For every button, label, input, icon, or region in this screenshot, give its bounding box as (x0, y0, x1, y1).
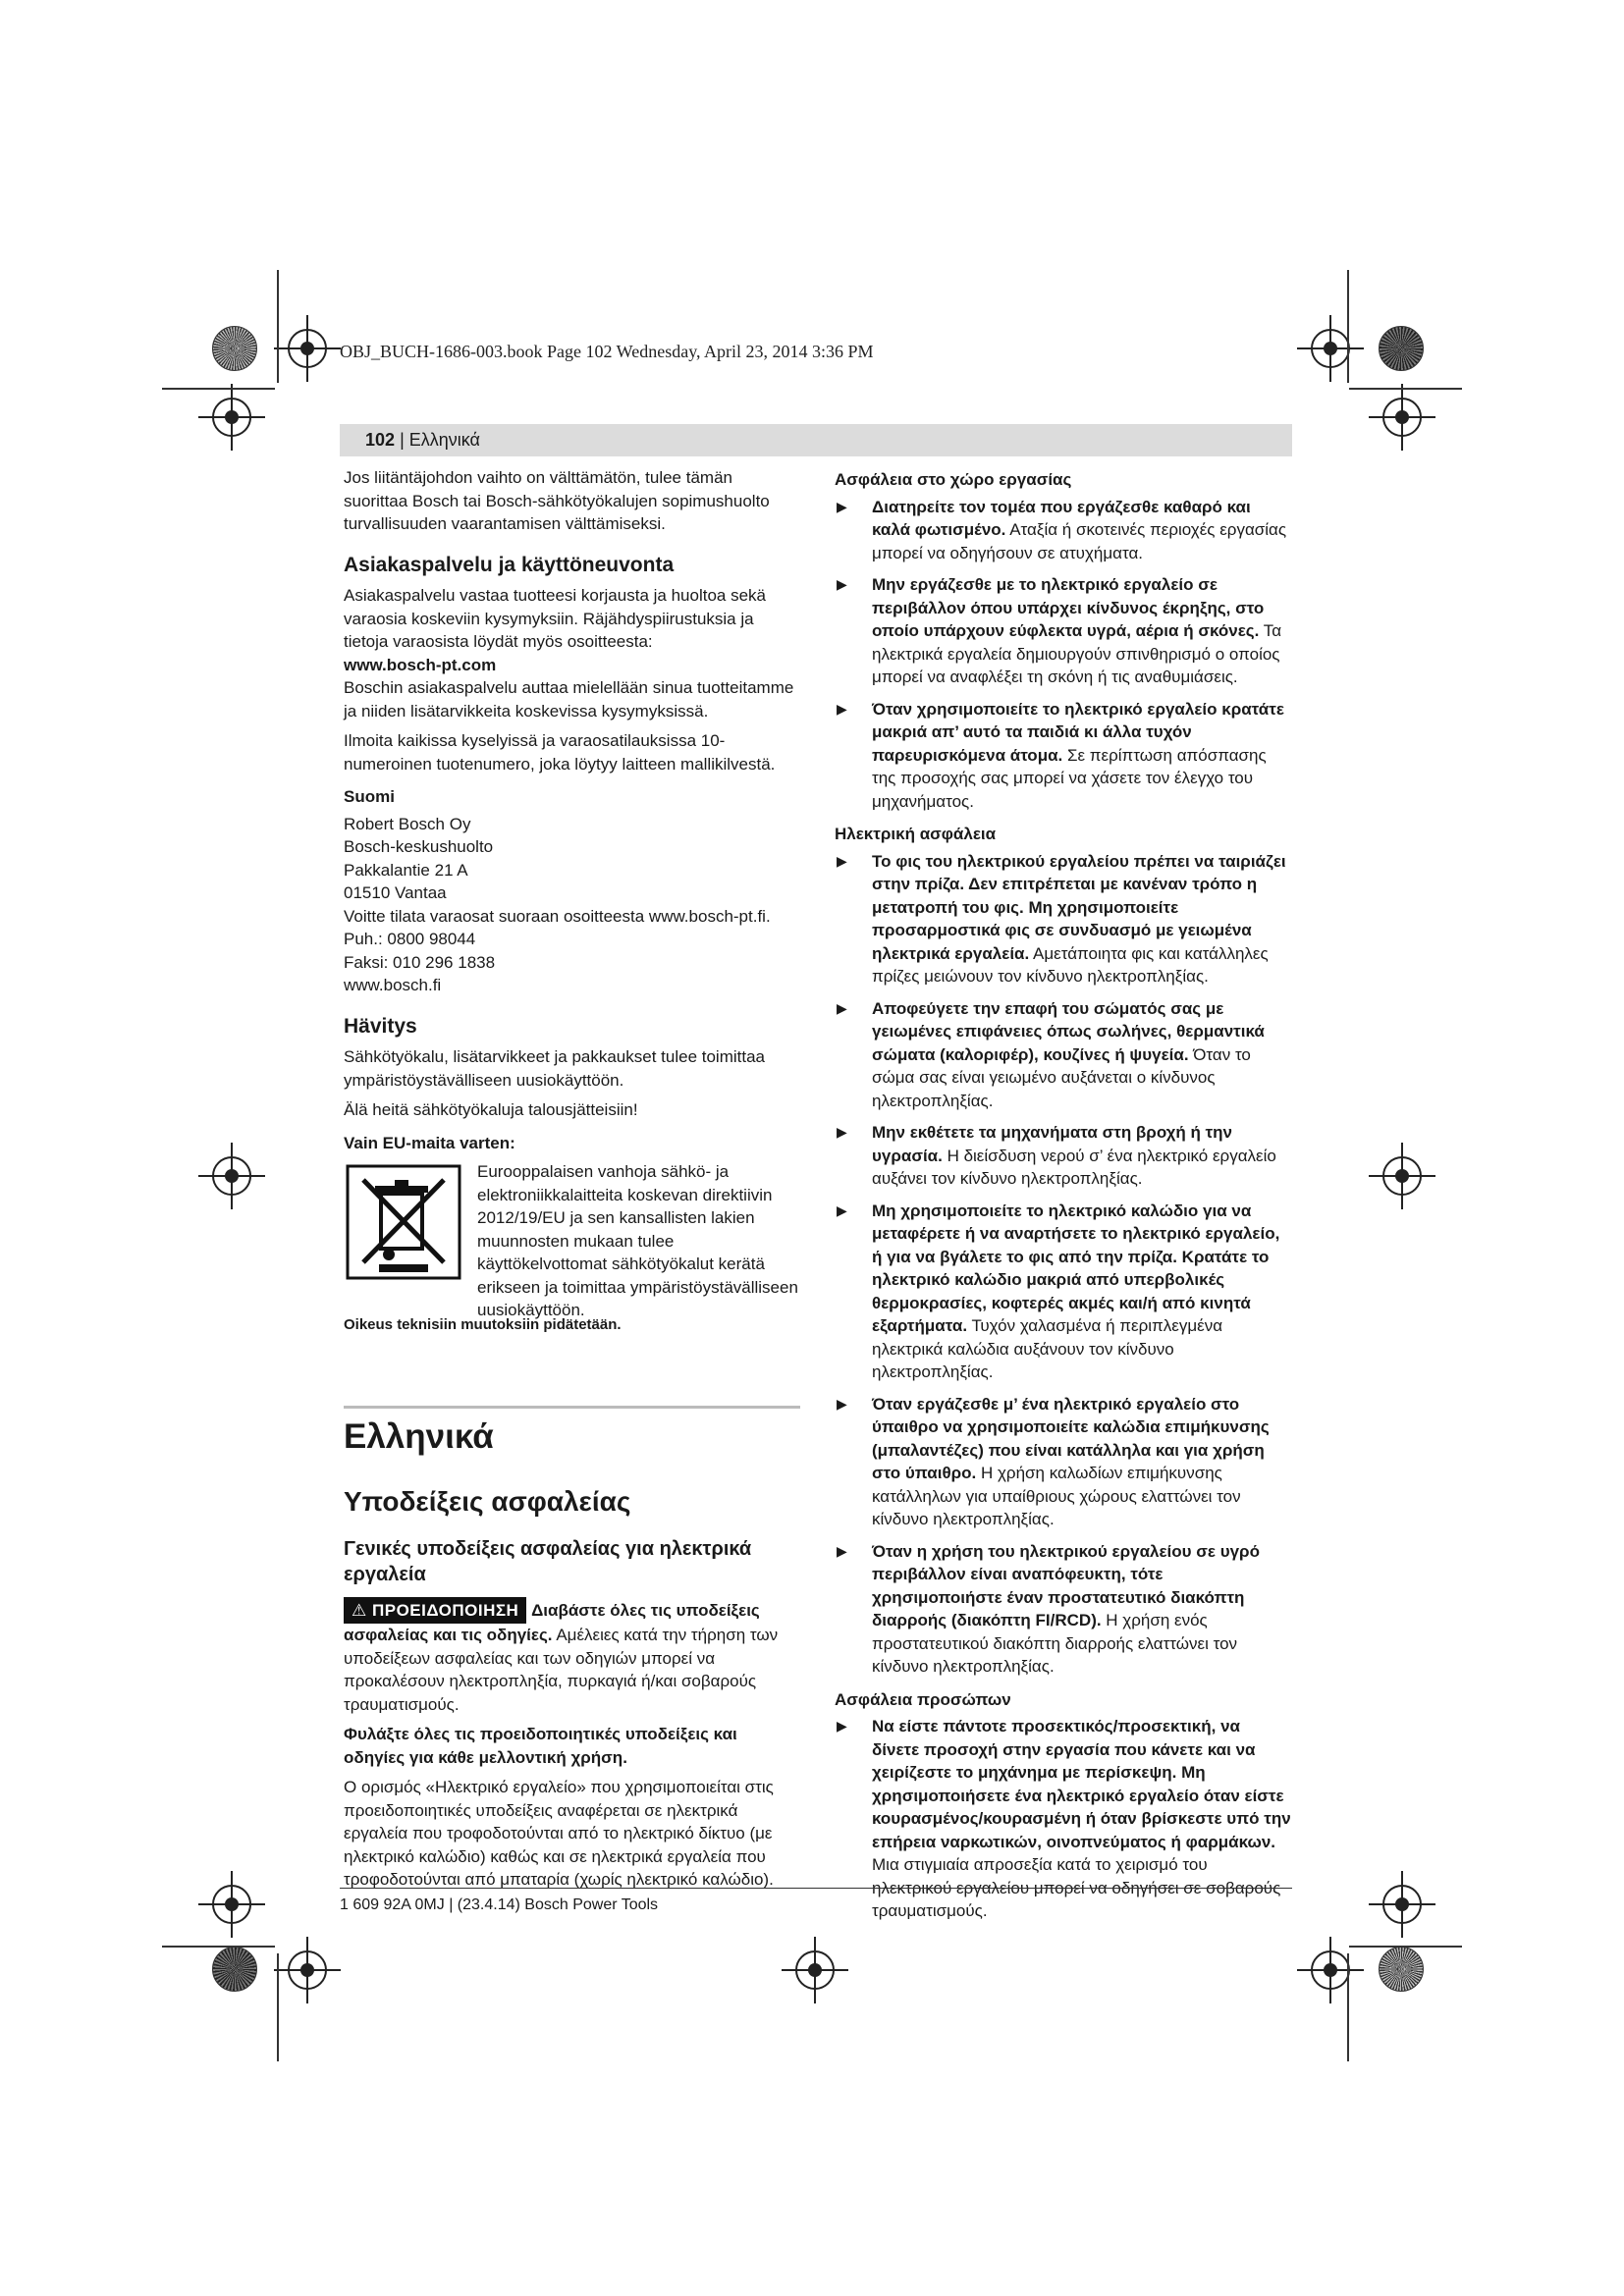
service-paragraph: Boschin asiakaspalvelu auttaa mielellään sinua tuotteitamme ja niiden lisätarvikkeita koskevissa kysymyksissä. (344, 678, 794, 721)
eu-directive-text: Eurooppalaisen vanhoja sähkö- ja elektroniikkalaitteita koskevan direktiivin 2012/19/EU ja sen kansallisten lakien muunnosten mukaan tulee käyttökelvottomat sähkötyökalut kerätä erikseen ja toimittaa ympäristöystävälliseen uusiokäyttöön. (477, 1162, 798, 1319)
address-line: Puh.: 0800 98044 (344, 930, 476, 948)
bullet-arrow-icon: ▶ (837, 1395, 847, 1412)
list-item: ▶ Αποφεύγετε την επαφή του σώματός σας με γειωμένες επιφάνειες όπως σωλήνες, θερμαντικά σώματα (καλοριφέρ), κουζίνες ή ψυγεία. Όταν το σώμα σας είναι γειωμένο αυξάνεται ο κίνδυνος ηλεκτροπληξίας. (837, 998, 1265, 1110)
service-url: www.bosch-pt.com (344, 655, 497, 674)
service-heading: Asiakaspalvelu ja käyttöneuvonta (344, 553, 675, 576)
address-line: Robert Bosch Oy (344, 814, 471, 833)
color-calibration-disc (212, 326, 257, 371)
right-column (835, 466, 1291, 1932)
color-calibration-disc (1379, 1947, 1424, 1992)
list-item: ▶ Μην εκθέτετε τα μηχανήματα στη βροχή ή την υγρασία. Η διείσδυση νερού σ’ ένα ηλεκτρικό εργαλείο αυξάνει τον κίνδυνο ηλεκτροπληξίας. (837, 1123, 1276, 1188)
address-line: www.bosch.fi (344, 976, 442, 994)
definition-paragraph: Ο ορισμός «Ηλεκτρικό εργαλείο» που χρησιμοποιείται στις προειδοποιητικές υποδείξεις αναφέρεται σε ηλεκτρικά εργαλεία που τροφοδοτούνται από το ηλεκτρικό δίκτυο (με ηλεκτρικό καλώδιο) καθώς και σε ηλεκτρικά εργαλεία που τροφοδοτούνται από μπαταρία (χωρίς ηλεκτρικό καλώδιο). (344, 1778, 774, 1889)
warning-text: Αμέλειες κατά την τήρηση των υποδείξεων ασφαλείας και των οδηγιών μπορεί να προκαλέσουν ηλεκτροπληξία, πυρκαγιά ή/και σοβαρούς τραυματισμούς. (344, 1626, 779, 1714)
bullet-arrow-icon: ▶ (837, 700, 847, 717)
section-heading: Ασφάλεια στο χώρο εργασίας (835, 470, 1072, 489)
section-rule (344, 1406, 800, 1409)
crop-line (162, 1946, 275, 1948)
crop-line (277, 270, 279, 383)
crop-line (1349, 1946, 1462, 1948)
keep-instructions: Φυλάξτε όλες τις προειδοποιητικές υποδείξεις και οδηγίες για κάθε μελλοντική χρήση. (344, 1725, 737, 1767)
left-column (344, 466, 800, 1898)
section-heading: Ασφάλεια προσώπων (835, 1689, 1011, 1709)
bullet-arrow-icon: ▶ (837, 999, 847, 1016)
registration-mark (795, 1950, 835, 1990)
crop-line (277, 1953, 279, 2061)
registration-mark (1382, 1156, 1422, 1196)
color-calibration-disc (1379, 326, 1424, 371)
general-safety-title: Γενικές υποδείξεις ασφαλείας για ηλεκτρικά εργαλεία (344, 1537, 752, 1585)
list-item: ▶ Όταν η χρήση του ηλεκτρικού εργαλείου σε υγρό περιβάλλον είναι αναπόφευκτη, τότε χρησιμοποιήστε έναν προστατευτικό διακόπτη διαρροής (διακόπτη FI/RCD). Η χρήση ενός προστατευτικού διακόπτη διαρροής ελαττώνει τον κίνδυνο ηλεκτροπληξίας. (837, 1541, 1260, 1676)
bullet-arrow-icon: ▶ (837, 1542, 847, 1559)
page-number: 102 (365, 430, 396, 450)
bullet-arrow-icon: ▶ (837, 1124, 847, 1140)
address-line: Pakkalantie 21 A (344, 860, 468, 880)
crop-line (1347, 1953, 1349, 2061)
registration-mark (1311, 329, 1350, 368)
service-paragraph: Asiakaspalvelu vastaa tuotteesi korjausta ja huoltoa sekä varaosia koskeviin kysymyksiin. Räjähdyspiirustuksia ja tietoja varaosista löydät myös osoitteesta: (344, 586, 766, 651)
eu-heading: Vain EU-maita varten: (344, 1133, 515, 1152)
list-item: ▶ Όταν εργάζεσθε μ’ ένα ηλεκτρικό εργαλείο στο ύπαιθρο να χρησιμοποιείτε καλώδια επιμήκυνσης (μπαλαντέζες) που είναι κατάλληλα και για χρήση στο ύπαιθρο. Η χρήση καλωδίων επιμήκυνσης κατάλληλων για υπαίθριους χώρους ελαττώνει τον κίνδυνο ηλεκτροπληξίας. (837, 1394, 1270, 1528)
list-item: ▶ Διατηρείτε τον τομέα που εργάζεσθε καθαρό και καλά φωτισμένο. Αταξία ή σκοτεινές περιοχές εργασίας μπορεί να οδηγήσουν σε ατυχήματα. (837, 497, 1287, 562)
registration-mark (1382, 1885, 1422, 1924)
change-note: Oikeus teknisiin muutoksiin pidätetään. (344, 1316, 622, 1333)
print-slug: OBJ_BUCH-1686-003.book Page 102 Wednesday, April 23, 2014 3:36 PM (340, 342, 874, 361)
color-calibration-disc (212, 1947, 257, 1992)
list-item: ▶ Μη χρησιμοποιείτε το ηλεκτρικό καλώδιο για να μεταφέρετε ή να αναρτήσετε το ηλεκτρικό εργαλείο, ή για να βγάλετε το φις από την πρίζα. Κρατάτε το ηλεκτρικό καλώδιο μακριά από υπερβολικές θερμοκρασίες, κοφτερές ακμές και/ή από κινητά εξαρτήματα. Τυχόν χαλασμένα ή περιπλεγμένα ηλεκτρικά καλώδια αυξάνουν τον κίνδυνο ηλεκτροπληξίας. (837, 1201, 1280, 1381)
language-title: Ελληνικά (344, 1416, 494, 1456)
country-heading: Suomi (344, 787, 395, 806)
section-heading: Ηλεκτρική ασφάλεια (835, 825, 997, 843)
registration-mark (288, 1950, 327, 1990)
list-item: ▶ Το φις του ηλεκτρικού εργαλείου πρέπει να ταιριάζει στην πρίζα. Δεν επιτρέπεται με κανέναν τρόπο η μετατροπή του φις. Μη χρησιμοποιείτε προσαρμοστικά φις σε συνδυασμό με γειωμένα ηλεκτρικά εργαλεία. Αμετάποιητα φις και κατάλληλες πρίζες μειώνουν τον κίνδυνο ηλεκτροπληξίας. (837, 851, 1286, 986)
page-header: 102 | Ελληνικά (340, 424, 1292, 456)
warning-badge: ⚠ ΠΡΟΕΙΔΟΠΟΙΗΣΗ (344, 1597, 526, 1625)
safety-title: Υποδείξεις ασφαλείας (344, 1485, 631, 1517)
list-item: ▶ Όταν χρησιμοποιείτε το ηλεκτρικό εργαλείο κρατάτε μακριά απ’ αυτό τα παιδιά κι άλλα τυχόν παρευρισκόμενα άτομα. Σε περίπτωση απόσπασης της προσοχής σας μπορεί να χάσετε τον έλεγχο του μηχανήματος. (837, 699, 1284, 811)
crop-line (1349, 388, 1462, 390)
address-block (344, 813, 800, 997)
weee-block (344, 1160, 800, 1319)
registration-mark (288, 329, 327, 368)
list-item: ▶ Να είστε πάντοτε προσεκτικός/προσεκτική, να δίνετε προσοχή στην εργασία που κάνετε και να χειρίζεστε το μηχάνημα με περίσκεψη. Μη χρησιμοποιήσετε ένα ηλεκτρικό εργαλείο όταν είστε κουρασμένος/κουρασμένη ή όταν βρίσκεστε υπό την επήρεια ναρκωτικών, οινοπνεύματος ή φαρμάκων. Μια στιγμιαία απροσεξία κατά το χειρισμό του ηλεκτρικού εργαλείου μπορεί να οδηγήσει σε σοβαρούς τραυματισμούς. (837, 1717, 1291, 1920)
registration-mark (212, 398, 251, 437)
header-section: Ελληνικά (408, 430, 480, 450)
registration-mark (1311, 1950, 1350, 1990)
list-item: ▶ Μην εργάζεσθε με το ηλεκτρικό εργαλείο σε περιβάλλον όπου υπάρχει κίνδυνος έκρηξης, στο οποίο υπάρχουν εύφλεκτα υγρά, αέρια ή σκόνες. Τα ηλεκτρικά εργαλεία δημιουργούν σπινθηρισμό ο οποίος μπορεί να αναφλέξει τη σκόνη ή τις αναθυμιάσεις. (837, 575, 1282, 686)
disposal-paragraph: Sähkötyökalu, lisätarvikkeet ja pakkaukset tulee toimittaa ympäristöystävälliseen uusiokäyttöön. (344, 1047, 766, 1090)
bullet-arrow-icon: ▶ (837, 852, 847, 869)
disposal-heading: Hävitys (344, 1014, 417, 1038)
address-line: Faksi: 010 296 1838 (344, 952, 496, 972)
intro-paragraph: Jos liitäntäjohdon vaihto on välttämätön, tulee tämän suorittaa Bosch tai Bosch-sähkötyökalujen sopimushuolto turvallisuuden vaarantamisen välttämiseksi. (344, 468, 770, 533)
disposal-paragraph: Älä heitä sähkötyökaluja talousjätteisiin! (344, 1100, 638, 1119)
bullet-arrow-icon: ▶ (837, 498, 847, 514)
address-line: Bosch-keskushuolto (344, 837, 494, 856)
bullet-arrow-icon: ▶ (837, 1201, 847, 1218)
footer-rule (340, 1888, 1292, 1889)
bullet-arrow-icon: ▶ (837, 1718, 847, 1734)
address-line: 01510 Vantaa (344, 883, 447, 902)
crop-line (162, 388, 275, 390)
warning-bold: Διαβάστε όλες τις υποδείξεις ασφαλείας και τις οδηγίες. (344, 1600, 760, 1644)
registration-mark (212, 1156, 251, 1196)
registration-mark (1382, 398, 1422, 437)
registration-mark (212, 1885, 251, 1924)
page-footer: 1 609 92A 0MJ | (23.4.14) Bosch Power Tools (340, 1896, 659, 1913)
address-line: Voitte tilata varaosat suoraan osoitteesta www.bosch-pt.fi. (344, 906, 771, 926)
crossed-out-wheelie-bin-icon (346, 1164, 461, 1280)
service-paragraph: Ilmoita kaikissa kyselyissä ja varaosatilauksissa 10-numeroinen tuotenumero, joka löytyy laitteen mallikilvestä. (344, 731, 776, 774)
bullet-arrow-icon: ▶ (837, 576, 847, 592)
crop-line (1347, 270, 1349, 383)
